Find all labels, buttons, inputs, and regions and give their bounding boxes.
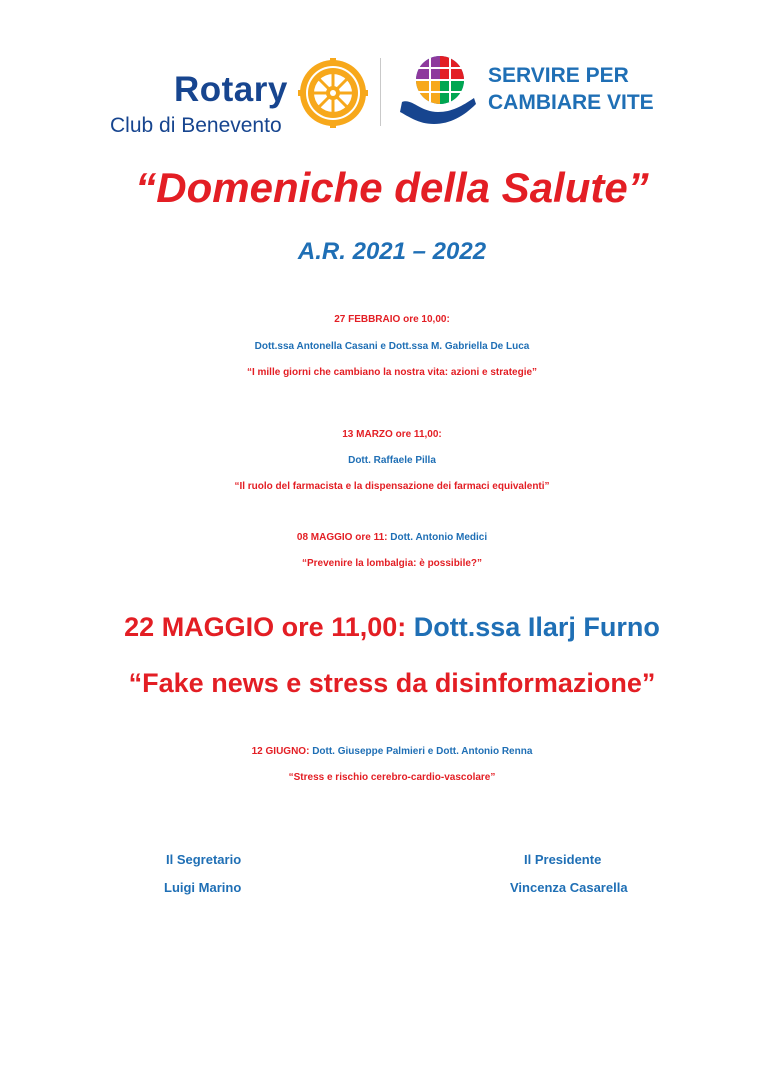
- event-3-date: 08 MAGGIO ore 11:: [296, 532, 388, 543]
- rotary-logo: [108, 58, 378, 142]
- page-title: “Domeniche della Salute”: [135, 164, 649, 211]
- featured-speaker: Dott.ssa Ilarj Furno: [413, 612, 660, 642]
- event-2-topic: “Il ruolo del farmacista e la dispensazione dei farmaci equivalenti”: [234, 481, 550, 492]
- event-4-date: 12 GIUGNO:: [251, 746, 310, 757]
- club-location: Club di Benevento: [110, 114, 282, 137]
- event-4-topic: “Stress e rischio cerebro-cardio-vascolare”: [288, 772, 496, 783]
- featured-date: 22 MAGGIO ore 11,00:: [124, 612, 407, 642]
- event-3-topic: “Prevenire la lombalgia: è possibile?”: [301, 558, 483, 569]
- secretary-name: Luigi Marino: [164, 880, 242, 895]
- event-2-date: 13 MARZO ore 11,00:: [342, 429, 442, 440]
- theme-globe-hand-icon: [398, 52, 478, 128]
- theme-line-2: CAMBIARE VITE: [488, 91, 654, 114]
- featured-event-line: [0, 612, 784, 643]
- featured-topic: “Fake news e stress da disinformazione”: [128, 668, 656, 698]
- president-name: Vincenza Casarella: [510, 880, 628, 895]
- event-1-date: 27 FEBBRAIO ore 10,00:: [334, 314, 450, 325]
- event-3-line: [0, 532, 784, 543]
- theme-line-1: SERVIRE PER: [488, 64, 629, 87]
- event-4-speaker: Dott. Giuseppe Palmieri e Dott. Antonio Renna: [312, 746, 533, 757]
- secretary-role: Il Segretario: [166, 852, 242, 867]
- president-role: Il Presidente: [524, 852, 602, 867]
- season-year: A.R. 2021 – 2022: [297, 238, 487, 265]
- rotary-wordmark: Rotary: [174, 70, 288, 109]
- event-1-topic: “I mille giorni che cambiano la nostra vita: azioni e strategie”: [246, 367, 538, 378]
- header-divider: [380, 58, 381, 126]
- event-2-speaker: Dott. Raffaele Pilla: [348, 455, 436, 466]
- rotary-wheel-icon: [298, 58, 368, 128]
- event-3-speaker: Dott. Antonio Medici: [390, 532, 488, 543]
- theme-text: [488, 62, 654, 116]
- event-4-line: [0, 746, 784, 757]
- event-1-speaker: Dott.ssa Antonella Casani e Dott.ssa M. Gabriella De Luca: [254, 341, 530, 352]
